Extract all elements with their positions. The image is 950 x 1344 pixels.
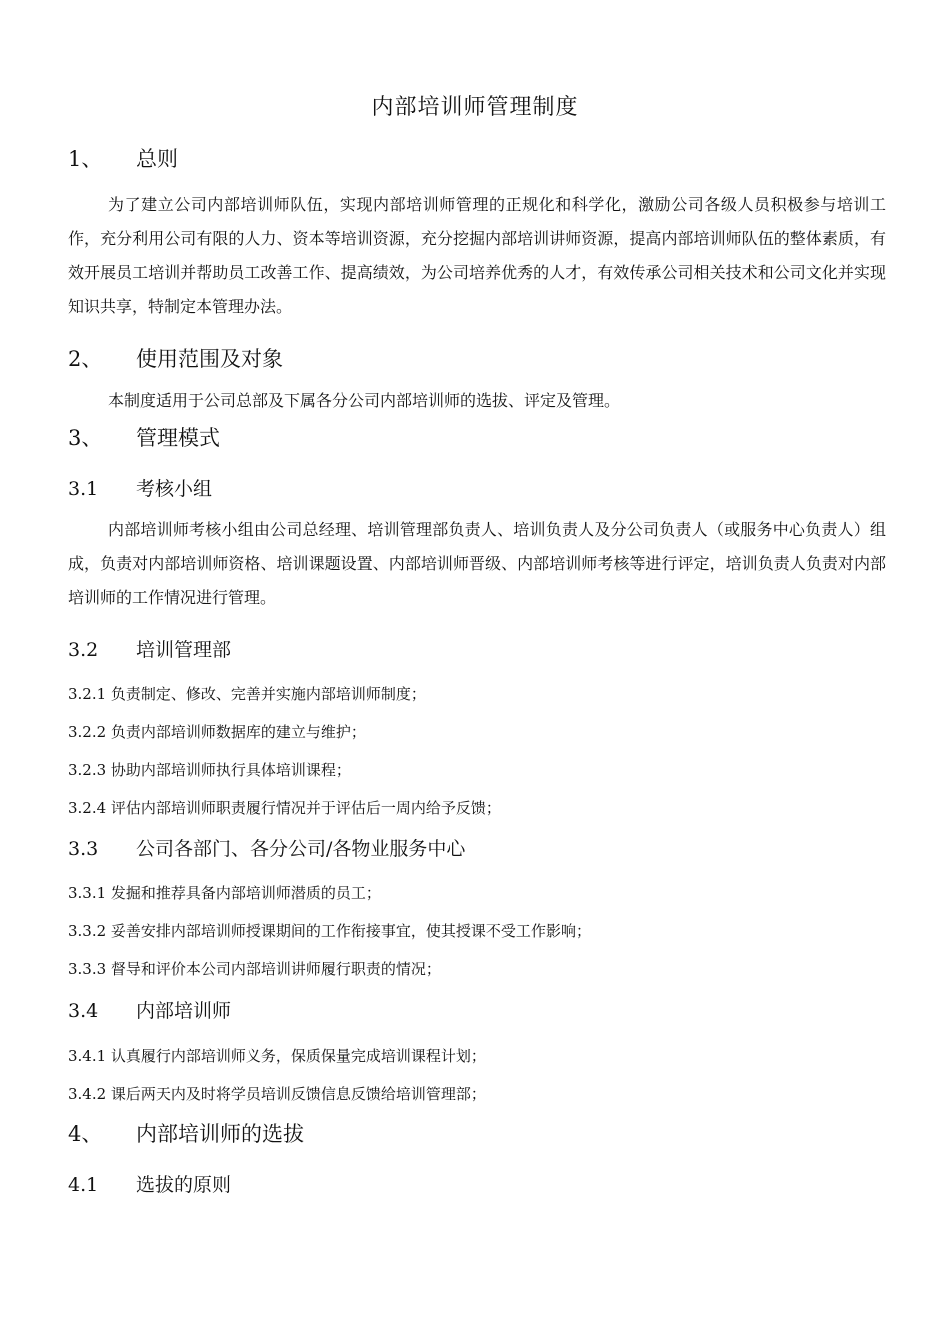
- list-item: 3.4.1 认真履行内部培训师义务，保质保量完成培训课程计划；: [68, 1047, 486, 1065]
- section-3-2-heading: [68, 635, 231, 662]
- section-title: 总则: [136, 147, 178, 171]
- section-number: 2、: [68, 347, 103, 371]
- list-item: 3.2.1 负责制定、修改、完善并实施内部培训师制度；: [68, 685, 426, 703]
- section-title: 使用范围及对象: [136, 347, 283, 371]
- section-number: 3.2: [68, 639, 99, 661]
- section-title: 管理模式: [136, 426, 220, 450]
- list-item: 3.3.3 督导和评价本公司内部培训讲师履行职责的情况；: [68, 960, 441, 978]
- section-3-heading: [68, 422, 220, 452]
- list-item: 3.2.3 协助内部培训师执行具体培训课程；: [68, 761, 351, 779]
- section-4-1-heading: [68, 1170, 231, 1197]
- list-item: 3.3.1 发掘和推荐具备内部培训师潜质的员工；: [68, 884, 381, 902]
- list-item: 3.2.4 评估内部培训师职责履行情况并于评估后一周内给予反馈；: [68, 799, 501, 817]
- section-2-heading: [68, 343, 283, 373]
- section-2-paragraph: 本制度适用于公司总部及下属各分公司内部培训师的选拔、评定及管理。: [108, 391, 621, 410]
- section-title: 内部培训师的选拔: [136, 1122, 304, 1146]
- section-number: 3.4: [68, 1000, 99, 1022]
- section-1-heading: [68, 143, 178, 173]
- section-3-1-paragraph: 内部培训师考核小组由公司总经理、培训管理部负责人、培训负责人及分公司负责人（或服务中心负责人）组成，负责对内部培训师资格、培训课题设置、内部培训师晋级、内部培训师考核等进行评定，培训负责人负责对内部培训师的工作情况进行管理。: [68, 520, 886, 607]
- section-number: 4.1: [68, 1174, 99, 1196]
- section-title: 培训管理部: [136, 639, 232, 661]
- section-number: 3.1: [68, 478, 99, 500]
- section-1-paragraph: 为了建立公司内部培训师队伍，实现内部培训师管理的正规化和科学化，激励公司各级人员积极参与培训工作，充分利用公司有限的人力、资本等培训资源，充分挖掘内部培训讲师资源，提高内部培训师队伍的整体素质，有效开展员工培训并帮助员工改善工作、提高绩效，为公司培养优秀的人才，有效传承公司相关技术和公司文化并实现知识共享，特制定本管理办法。: [68, 195, 886, 316]
- section-3-4-heading: [68, 996, 231, 1023]
- section-title: 内部培训师: [136, 1000, 232, 1022]
- section-title: 考核小组: [136, 478, 213, 500]
- section-number: 4、: [68, 1122, 103, 1146]
- section-number: 1、: [68, 147, 103, 171]
- section-title: 公司各部门、各分公司/各物业服务中心: [136, 838, 466, 860]
- section-title: 选拔的原则: [136, 1174, 232, 1196]
- document-title: 内部培训师管理制度: [371, 95, 579, 120]
- section-3-1-heading: [68, 474, 212, 501]
- list-item: 3.2.2 负责内部培训师数据库的建立与维护；: [68, 723, 366, 741]
- section-number: 3.3: [68, 838, 99, 860]
- section-4-heading: [68, 1118, 304, 1148]
- section-number: 3、: [68, 426, 103, 450]
- list-item: 3.3.2 妥善安排内部培训师授课期间的工作衔接事宜，使其授课不受工作影响；: [68, 922, 591, 940]
- list-item: 3.4.2 课后两天内及时将学员培训反馈信息反馈给培训管理部；: [68, 1085, 486, 1103]
- section-3-3-heading: [68, 834, 465, 861]
